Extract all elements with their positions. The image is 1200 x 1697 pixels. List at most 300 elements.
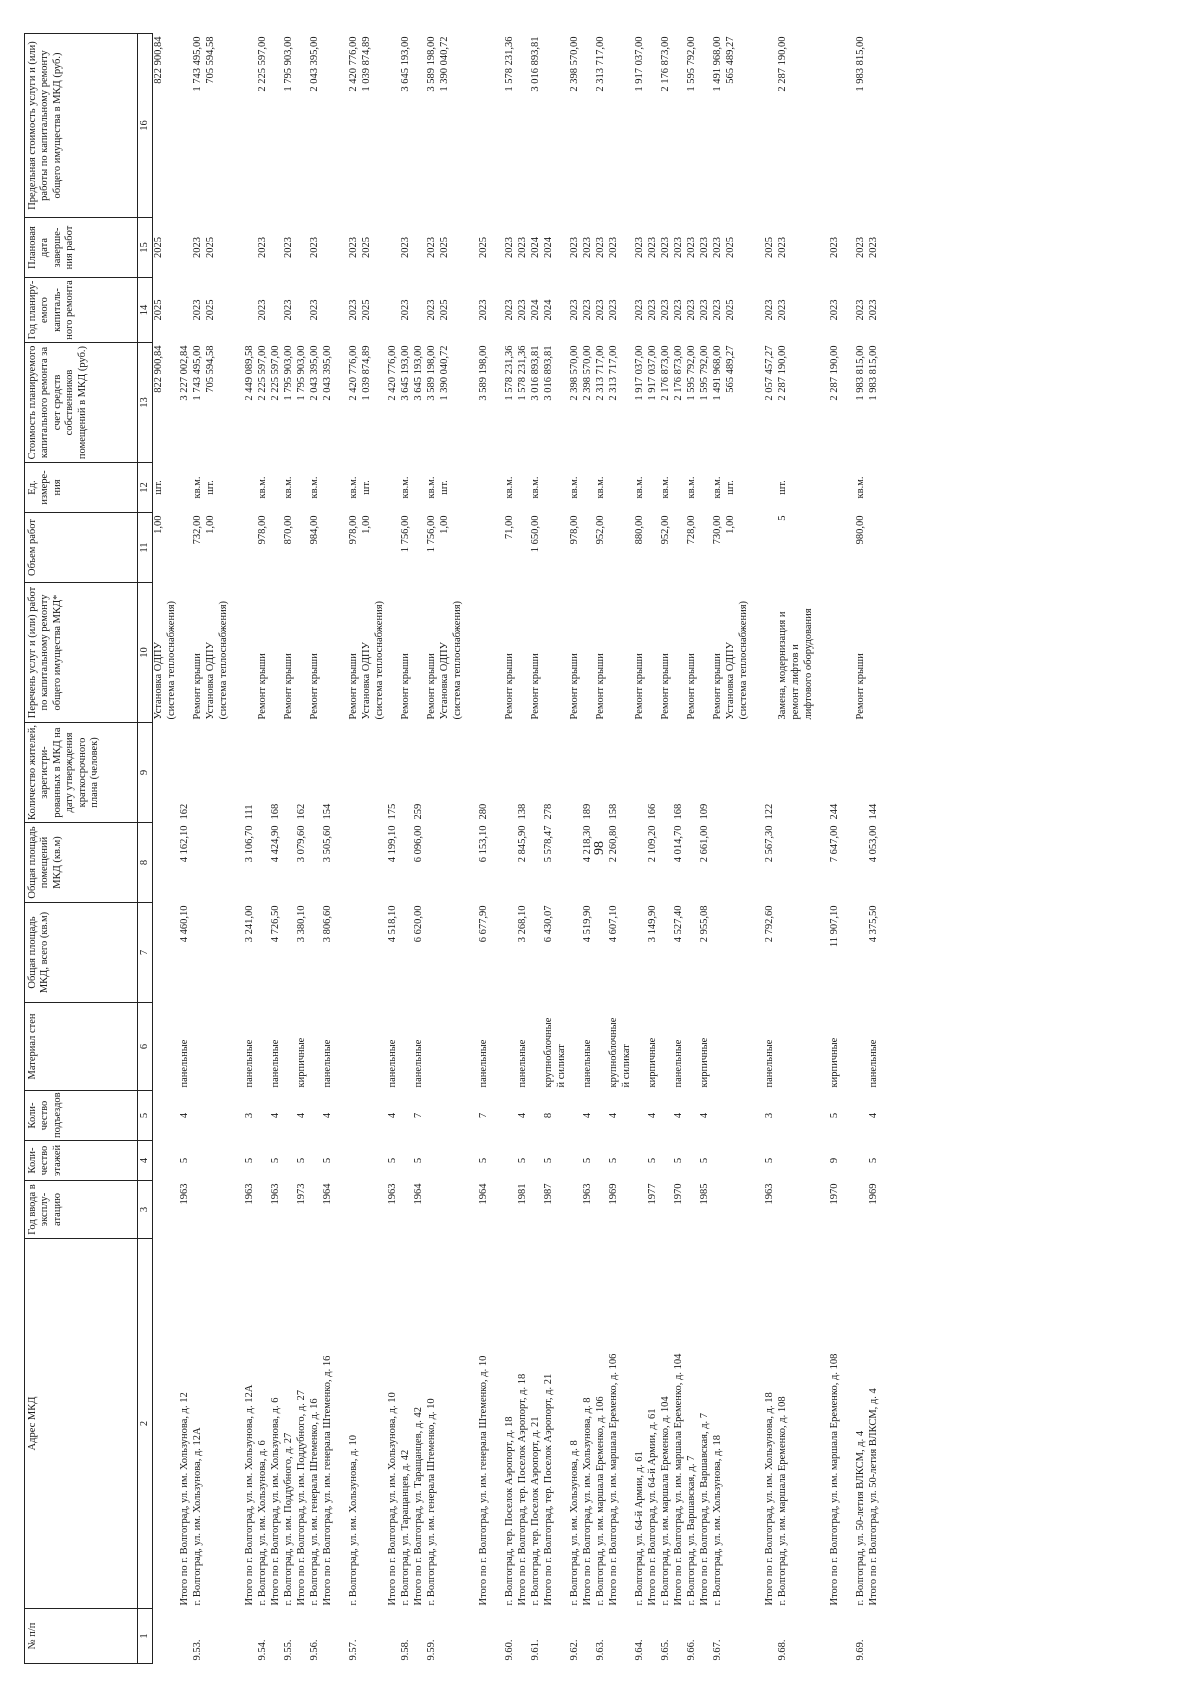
- table-cell: 5: [828, 1112, 840, 1119]
- table-cell: 1 983 815,00: [854, 36, 866, 92]
- column-number: 11: [138, 513, 153, 583]
- table-cell: 2 313 717,00: [594, 36, 606, 92]
- table-cell: Итого по г. Волгоград, ул. им. маршала Еременко, д. 108: [828, 1353, 840, 1606]
- table-cell: [231, 343, 244, 463]
- table-cell: 1981: [516, 1183, 528, 1205]
- column-header: № п/п: [25, 1609, 138, 1664]
- table-cell: 3 227 002,84: [178, 345, 190, 401]
- table-cell: 2 109,20: [646, 825, 658, 863]
- table-cell: [426, 823, 439, 903]
- table-cell: [569, 1003, 582, 1091]
- table-cell: 1 595 792,00: [698, 345, 710, 401]
- table-cell: [166, 1609, 179, 1664]
- table-cell: [231, 1091, 244, 1141]
- column-number: 10: [138, 583, 153, 723]
- table-cell: [153, 1003, 166, 1091]
- table-cell: [660, 823, 673, 903]
- table-cell: Итого по г. Волгоград, тер. Поселок Аэропорт, д. 21: [542, 1373, 554, 1606]
- table-cell: 1 983 815,00: [854, 345, 866, 401]
- table-cell: 4 527,40: [672, 905, 684, 943]
- table-row: [751, 34, 764, 1664]
- table-cell: [777, 1003, 790, 1091]
- table-cell: [387, 583, 400, 723]
- table-cell: 4 726,50: [269, 905, 281, 943]
- table-cell: [439, 823, 452, 903]
- table-cell: [803, 34, 816, 218]
- table-cell: 1969: [867, 1183, 879, 1205]
- table-cell: [192, 1141, 205, 1181]
- table-cell: [374, 513, 387, 583]
- table-cell: [790, 513, 803, 583]
- table-cell: [270, 583, 283, 723]
- table-cell: 3 268,10: [516, 905, 528, 943]
- table-cell: [621, 463, 634, 513]
- table-row: [452, 34, 465, 1664]
- table-cell: 2023: [867, 237, 879, 258]
- table-cell: [751, 343, 764, 463]
- table-cell: [348, 1003, 361, 1091]
- table-cell: [790, 463, 803, 513]
- table-cell: [712, 1003, 725, 1091]
- table-cell: шт.: [724, 480, 736, 495]
- table-cell: 978,00: [256, 515, 268, 545]
- table-cell: [855, 823, 868, 903]
- table-cell: [322, 513, 335, 583]
- table-cell: 9.54.: [256, 1639, 268, 1661]
- table-cell: [608, 583, 621, 723]
- table-cell: кирпичные: [698, 1037, 710, 1088]
- table-cell: [751, 218, 764, 278]
- table-cell: [647, 463, 660, 513]
- table-cell: 3 645 193,00: [399, 345, 411, 401]
- table-cell: 1 795 903,00: [295, 345, 307, 401]
- table-cell: [764, 1609, 777, 1664]
- table-cell: [413, 218, 426, 278]
- table-cell: 2 225 597,00: [256, 345, 268, 401]
- table-cell: [751, 34, 764, 218]
- table-cell: 3 589 198,00: [425, 345, 437, 401]
- table-cell: [478, 34, 491, 218]
- table-cell: [374, 343, 387, 463]
- table-cell: [361, 1181, 374, 1239]
- table-cell: [543, 463, 556, 513]
- column-number-row: [138, 34, 153, 1664]
- table-cell: [439, 1003, 452, 1091]
- table-cell: Итого по г. Волгоград, ул. Варшавская, д. 7: [698, 1412, 710, 1606]
- table-cell: [790, 1141, 803, 1181]
- table-cell: 1987: [542, 1183, 554, 1205]
- table-cell: [452, 1141, 465, 1181]
- table-cell: 3 016 893,81: [529, 345, 541, 401]
- table-cell: [166, 1239, 179, 1609]
- table-cell: 4 218,30: [581, 825, 593, 863]
- table-cell: 2023: [425, 299, 437, 321]
- table-cell: [348, 1141, 361, 1181]
- table-cell: [647, 34, 660, 218]
- table-cell: [166, 1091, 179, 1141]
- table-cell: [465, 278, 478, 343]
- table-cell: Ремонт крыши: [347, 653, 359, 720]
- table-row: [179, 34, 192, 1664]
- table-cell: [855, 723, 868, 823]
- table-cell: [205, 1091, 218, 1141]
- table-cell: [166, 1141, 179, 1181]
- table-cell: [751, 903, 764, 1003]
- table-cell: [218, 278, 231, 343]
- table-cell: 5: [672, 1157, 684, 1164]
- table-cell: [673, 583, 686, 723]
- table-cell: 168: [269, 803, 281, 820]
- table-cell: 2023: [347, 299, 359, 321]
- table-cell: 1 917 037,00: [633, 36, 645, 92]
- table-row: [556, 34, 569, 1664]
- table-cell: 9.56.: [308, 1639, 320, 1661]
- table-cell: [270, 513, 283, 583]
- table-cell: 5: [646, 1157, 658, 1164]
- table-cell: [712, 903, 725, 1003]
- table-cell: [335, 723, 348, 823]
- table-cell: [296, 34, 309, 218]
- table-cell: 1 578 231,36: [516, 345, 528, 401]
- table-cell: [764, 463, 777, 513]
- table-cell: [205, 1609, 218, 1664]
- table-row: [517, 34, 530, 1664]
- table-row: [868, 34, 881, 1664]
- table-cell: [569, 1141, 582, 1181]
- table-cell: [621, 1091, 634, 1141]
- table-cell: [192, 1003, 205, 1091]
- table-cell: [413, 278, 426, 343]
- table-cell: Ремонт крыши: [711, 653, 723, 720]
- table-cell: 4 519,90: [581, 905, 593, 943]
- table-cell: [231, 1239, 244, 1609]
- table-cell: шт.: [153, 480, 165, 495]
- table-cell: [205, 1141, 218, 1181]
- table-cell: [309, 723, 322, 823]
- table-cell: [504, 1003, 517, 1091]
- table-cell: 3 645 193,00: [412, 345, 424, 401]
- table-row: [439, 34, 452, 1664]
- table-cell: 2023: [308, 237, 320, 258]
- table-cell: 5: [607, 1157, 619, 1164]
- table-cell: [855, 1091, 868, 1141]
- table-cell: [517, 1609, 530, 1664]
- table-cell: 2023: [282, 237, 294, 258]
- table-cell: Ремонт крыши: [308, 653, 320, 720]
- table-cell: кв.м.: [685, 476, 697, 499]
- table-cell: 189: [581, 803, 593, 820]
- table-cell: [777, 723, 790, 823]
- table-cell: [751, 513, 764, 583]
- table-cell: [556, 1181, 569, 1239]
- table-cell: [777, 823, 790, 903]
- table-cell: панельные: [412, 1039, 424, 1088]
- table-cell: [751, 1609, 764, 1664]
- table-cell: 1 756,00: [425, 515, 437, 553]
- table-cell: 2023: [191, 299, 203, 321]
- table-cell: 4 162,10: [178, 825, 190, 863]
- table-cell: [153, 823, 166, 903]
- table-cell: 3 241,00: [243, 905, 255, 943]
- table-cell: [595, 1091, 608, 1141]
- table-cell: [374, 1609, 387, 1664]
- table-cell: 822 900,84: [153, 345, 165, 393]
- table-cell: [816, 583, 829, 723]
- table-cell: (система теплоснабжения): [373, 600, 385, 720]
- table-cell: Итого по г. Волгоград, ул. им. Хользунова, д. 18: [763, 1392, 775, 1606]
- table-cell: [452, 218, 465, 278]
- table-cell: [283, 1181, 296, 1239]
- table-cell: [335, 583, 348, 723]
- table-cell: 1964: [321, 1183, 333, 1205]
- table-cell: [374, 463, 387, 513]
- table-cell: [790, 1003, 803, 1091]
- table-cell: [439, 1141, 452, 1181]
- table-cell: 3 505,60: [321, 825, 333, 863]
- table-cell: шт.: [438, 480, 450, 495]
- table-cell: [218, 1181, 231, 1239]
- table-cell: [296, 1609, 309, 1664]
- table-cell: 1963: [386, 1183, 398, 1205]
- table-cell: [296, 513, 309, 583]
- table-cell: [452, 1609, 465, 1664]
- table-cell: [842, 218, 855, 278]
- table-cell: [842, 823, 855, 903]
- table-row: [543, 34, 556, 1664]
- table-cell: [465, 583, 478, 723]
- table-cell: [257, 823, 270, 903]
- table-cell: 9.59.: [425, 1639, 437, 1661]
- table-cell: 4: [269, 1112, 281, 1119]
- table-cell: Установка ОДПУ: [204, 641, 216, 720]
- table-cell: [725, 823, 738, 903]
- table-cell: [244, 583, 257, 723]
- table-cell: 2025: [153, 237, 165, 258]
- table-cell: [816, 513, 829, 583]
- column-number: 9: [138, 723, 153, 823]
- table-cell: [712, 1141, 725, 1181]
- table-cell: [829, 513, 842, 583]
- table-cell: Итого по г. Волгоград, ул. им. Поддубного, д. 27: [295, 1390, 307, 1606]
- table-cell: [205, 1239, 218, 1609]
- table-cell: [621, 343, 634, 463]
- table-cell: Итого по г. Волгоград, ул. 64-й Армии, д. 61: [646, 1408, 658, 1606]
- table-cell: Ремонт крыши: [529, 653, 541, 720]
- table-cell: [790, 1181, 803, 1239]
- table-cell: Итого по г. Волгоград, ул. им. Хользунова, д. 10: [386, 1392, 398, 1606]
- table-cell: 1,00: [204, 515, 216, 534]
- table-cell: [179, 218, 192, 278]
- table-cell: 5: [477, 1157, 489, 1164]
- table-cell: [296, 278, 309, 343]
- table-cell: [387, 513, 400, 583]
- table-cell: [491, 583, 504, 723]
- table-cell: [803, 823, 816, 903]
- table-cell: [439, 903, 452, 1003]
- table-cell: [660, 1141, 673, 1181]
- column-header: Плановая дата заверше-ния работ: [25, 218, 138, 278]
- table-cell: [556, 1609, 569, 1664]
- table-cell: [595, 723, 608, 823]
- table-cell: 2023: [672, 237, 684, 258]
- table-cell: Ремонт крыши: [256, 653, 268, 720]
- table-cell: [660, 1091, 673, 1141]
- table-cell: [673, 463, 686, 513]
- table-cell: 2 287 190,00: [776, 36, 788, 92]
- table-cell: г. Волгоград, ул. им. Поддубного, д. 27: [282, 1432, 294, 1606]
- table-cell: 122: [763, 803, 775, 820]
- table-cell: [413, 513, 426, 583]
- table-cell: 9.58.: [399, 1639, 411, 1661]
- page-number: 98: [592, 841, 607, 855]
- table-cell: 3 380,10: [295, 905, 307, 943]
- table-cell: [491, 903, 504, 1003]
- table-cell: кв.м.: [282, 476, 294, 499]
- table-row: [426, 34, 439, 1664]
- table-cell: [725, 1141, 738, 1181]
- table-cell: [634, 823, 647, 903]
- table-row: [621, 34, 634, 1664]
- table-cell: 565 489,27: [724, 345, 736, 393]
- table-cell: 2 792,60: [763, 905, 775, 943]
- table-cell: [634, 903, 647, 1003]
- table-cell: 1 917 037,00: [633, 345, 645, 401]
- table-cell: [426, 1141, 439, 1181]
- table-cell: 2 176 873,00: [659, 36, 671, 92]
- table-cell: панельные: [672, 1039, 684, 1088]
- table-cell: [257, 1181, 270, 1239]
- table-cell: [816, 1181, 829, 1239]
- table-cell: [699, 34, 712, 218]
- table-cell: [491, 1141, 504, 1181]
- table-cell: 5: [321, 1157, 333, 1164]
- table-cell: 1963: [269, 1183, 281, 1205]
- table-cell: [517, 513, 530, 583]
- table-cell: 565 489,27: [724, 36, 736, 84]
- table-cell: [829, 463, 842, 513]
- table-cell: [738, 513, 751, 583]
- table-cell: [244, 513, 257, 583]
- table-cell: 4 375,50: [867, 905, 879, 943]
- table-row: [387, 34, 400, 1664]
- table-row: [725, 34, 738, 1664]
- table-cell: [309, 903, 322, 1003]
- table-row: [335, 34, 348, 1664]
- table-cell: [361, 823, 374, 903]
- table-cell: 9.53.: [191, 1639, 203, 1661]
- table-cell: [751, 463, 764, 513]
- table-cell: [595, 823, 608, 903]
- table-cell: 2023: [711, 299, 723, 321]
- table-cell: [335, 1609, 348, 1664]
- table-cell: 1 743 495,00: [191, 345, 203, 401]
- table-cell: г. Волгоград, ул. им. Хользунова, д. 18: [711, 1434, 723, 1606]
- table-cell: Ремонт крыши: [503, 653, 515, 720]
- column-header: Год планиру-емого капиталь-ного ремонта: [25, 278, 138, 343]
- table-cell: [751, 723, 764, 823]
- table-cell: 1970: [672, 1183, 684, 1205]
- table-cell: 2 176 873,00: [672, 345, 684, 401]
- table-cell: [595, 1181, 608, 1239]
- table-cell: Ремонт крыши: [282, 653, 294, 720]
- table-cell: шт.: [360, 480, 372, 495]
- table-cell: 2023: [646, 237, 658, 258]
- table-cell: 2023: [347, 237, 359, 258]
- table-cell: [452, 278, 465, 343]
- table-cell: 280: [477, 803, 489, 820]
- table-row: [595, 34, 608, 1664]
- table-cell: [166, 903, 179, 1003]
- table-cell: [842, 1239, 855, 1609]
- table-cell: [491, 463, 504, 513]
- table-cell: [816, 823, 829, 903]
- table-cell: [751, 583, 764, 723]
- table-cell: Ремонт крыши: [399, 653, 411, 720]
- table-row: [504, 34, 517, 1664]
- table-cell: [621, 1141, 634, 1181]
- table-cell: кв.м.: [568, 476, 580, 499]
- table-cell: [738, 1239, 751, 1609]
- table-cell: 2 420 776,00: [347, 345, 359, 401]
- table-cell: [166, 823, 179, 903]
- table-cell: [686, 1091, 699, 1141]
- table-cell: 1963: [178, 1183, 190, 1205]
- table-cell: [452, 513, 465, 583]
- table-cell: [218, 1609, 231, 1664]
- table-cell: 9.68.: [776, 1639, 788, 1661]
- table-cell: [465, 1239, 478, 1609]
- table-cell: [556, 343, 569, 463]
- table-cell: [387, 463, 400, 513]
- table-cell: Итого по г. Волгоград, ул. им. маршала Еременко, д. 106: [607, 1353, 619, 1606]
- table-cell: 3 589 198,00: [477, 345, 489, 401]
- table-cell: г. Волгоград, ул. им. генерала Штеменко, д. 10: [425, 1398, 437, 1606]
- table-cell: [400, 823, 413, 903]
- table-cell: [465, 513, 478, 583]
- table-cell: [478, 463, 491, 513]
- table-cell: [855, 1141, 868, 1181]
- table-cell: [270, 278, 283, 343]
- table-cell: кирпичные: [646, 1037, 658, 1088]
- table-cell: кв.м.: [308, 476, 320, 499]
- table-cell: [777, 1091, 790, 1141]
- table-cell: [361, 1091, 374, 1141]
- table-cell: [699, 463, 712, 513]
- table-cell: [452, 463, 465, 513]
- table-cell: [634, 1003, 647, 1091]
- table-cell: 978,00: [347, 515, 359, 545]
- table-cell: шт.: [204, 480, 216, 495]
- column-number: 16: [138, 34, 153, 218]
- table-cell: 1963: [763, 1183, 775, 1205]
- table-cell: 730,00: [711, 515, 723, 545]
- table-cell: 4 053,00: [867, 825, 879, 863]
- table-cell: 278: [542, 803, 554, 820]
- table-cell: [465, 1091, 478, 1141]
- table-cell: 9.67.: [711, 1639, 723, 1661]
- table-cell: [244, 1609, 257, 1664]
- table-cell: г. Волгоград, тер. Поселок Аэропорт, д. 21: [529, 1416, 541, 1606]
- table-cell: г. Волгоград, ул. 64-й Армии, д. 61: [633, 1451, 645, 1606]
- table-cell: [647, 583, 660, 723]
- table-cell: [478, 513, 491, 583]
- table-cell: [842, 1091, 855, 1141]
- table-cell: [218, 723, 231, 823]
- table-cell: [738, 1003, 751, 1091]
- table-cell: [153, 903, 166, 1003]
- table-cell: 5: [867, 1157, 879, 1164]
- table-cell: 2 845,90: [516, 825, 528, 863]
